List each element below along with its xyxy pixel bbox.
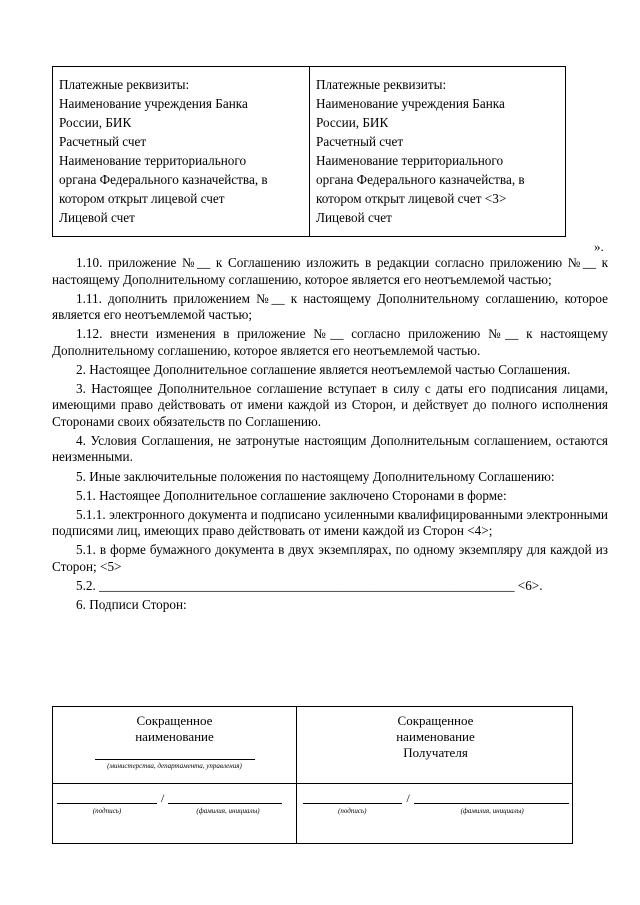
title-line: Получателя <box>403 745 468 760</box>
paragraph: 2. Настоящее Дополнительное соглашение является неотъемлемой частью Соглашения. <box>76 361 571 377</box>
name-caption: (фамилия, инициалы) <box>460 807 524 815</box>
title-line: Сокращенное <box>397 713 474 728</box>
title-line: Сокращенное <box>136 713 213 728</box>
signatures-table <box>52 706 573 844</box>
payment-line: Расчетный счет <box>59 134 147 149</box>
paragraph: 5. Иные заключительные положения по настоящему Дополнительному Соглашению: <box>76 468 555 484</box>
signatory-left-title <box>53 707 296 745</box>
paragraph: 5.1.1. электронного документа и подписано усиленными квалифицированными электронными подписями лиц, имеющих право действовать от имени каждой из Сторон <4>; <box>52 506 608 539</box>
paragraph: 5.2. _______________________________________________________________ <6>. <box>76 577 543 593</box>
signature-line <box>57 791 157 804</box>
signatory-left-header <box>53 707 296 770</box>
signatory-right-title <box>297 707 574 761</box>
payment-details-right <box>309 67 565 236</box>
name-line <box>168 791 282 804</box>
name-caption: (фамилия, инициалы) <box>196 807 260 815</box>
payment-line: Лицевой счет <box>59 210 135 225</box>
title-line: наименование <box>135 729 214 744</box>
signatory-right-header <box>297 707 574 761</box>
payment-line: Платежные реквизиты: <box>59 77 190 92</box>
paragraph: 1.11. дополнить приложением №__ к настоящему Дополнительному соглашению, которое является его неотъемлемой частью; <box>52 290 608 323</box>
slash: / <box>161 791 165 805</box>
payment-line: органа Федерального казначейства, в <box>59 172 268 187</box>
payment-line: Лицевой счет <box>316 210 392 225</box>
payment-line: Наименование территориального <box>316 153 504 168</box>
payment-line: Наименование территориального <box>59 153 247 168</box>
ministry-caption: (министерства, департамента, управления) <box>107 762 242 770</box>
payment-line: органа Федерального казначейства, в <box>316 172 525 187</box>
paragraph: 5.1. в форме бумажного документа в двух экземплярах, по одному экземпляру для каждой из Сторон; <5> <box>52 542 608 574</box>
signature-block-right <box>303 791 569 815</box>
name-line <box>414 791 569 804</box>
paragraph: 6. Подписи Сторон: <box>76 597 187 613</box>
payment-line: России, БИК <box>59 115 132 130</box>
paragraph: 5.1. Настоящее Дополнительное соглашение заключено Сторонами в форме: <box>76 487 507 503</box>
paragraph: 1.10. приложение №__ к Соглашению изложить в редакции согласно приложению №__ к настоящему Дополнительному соглашению, которое является его неотъемлемой частью; <box>52 255 608 287</box>
paragraph: 1.12. внести изменения в приложение №__ согласно приложению №__ к настоящему Дополнительному соглашению, которое является его неотъемлемой частью. <box>52 326 608 358</box>
payment-line: Расчетный счет <box>316 134 404 149</box>
payment-line: Платежные реквизиты: <box>316 77 447 92</box>
ministry-name-line <box>95 747 255 760</box>
payment-line: котором открыт лицевой счет <3> <box>316 191 507 206</box>
payment-details-left <box>53 67 309 236</box>
payment-line: России, БИК <box>316 115 389 130</box>
payment-line: котором открыт лицевой счет <box>59 191 225 206</box>
title-line: наименование <box>396 729 475 744</box>
paragraph: 3. Настоящее Дополнительное соглашение вступает в силу с даты его подписания лицами, имеющими право действовать от имени каждой из Сторон, и действует до полного исполнения Сторонами своих обязательств по Соглашению. <box>52 380 608 429</box>
signature-block-left <box>57 791 293 815</box>
signature-line <box>303 791 402 804</box>
slash: / <box>406 791 410 805</box>
document-body <box>52 255 608 616</box>
signature-caption: (подпись) <box>92 807 122 815</box>
closing-quote: ». <box>594 239 604 254</box>
signature-caption: (подпись) <box>338 807 367 815</box>
payment-details-table <box>52 66 566 237</box>
payment-line: Наименование учреждения Банка <box>59 96 248 111</box>
payment-line: Наименование учреждения Банка <box>316 96 505 111</box>
paragraph: 4. Условия Соглашения, не затронутые настоящим Дополнительным соглашением, остаются неизменными. <box>52 432 608 465</box>
